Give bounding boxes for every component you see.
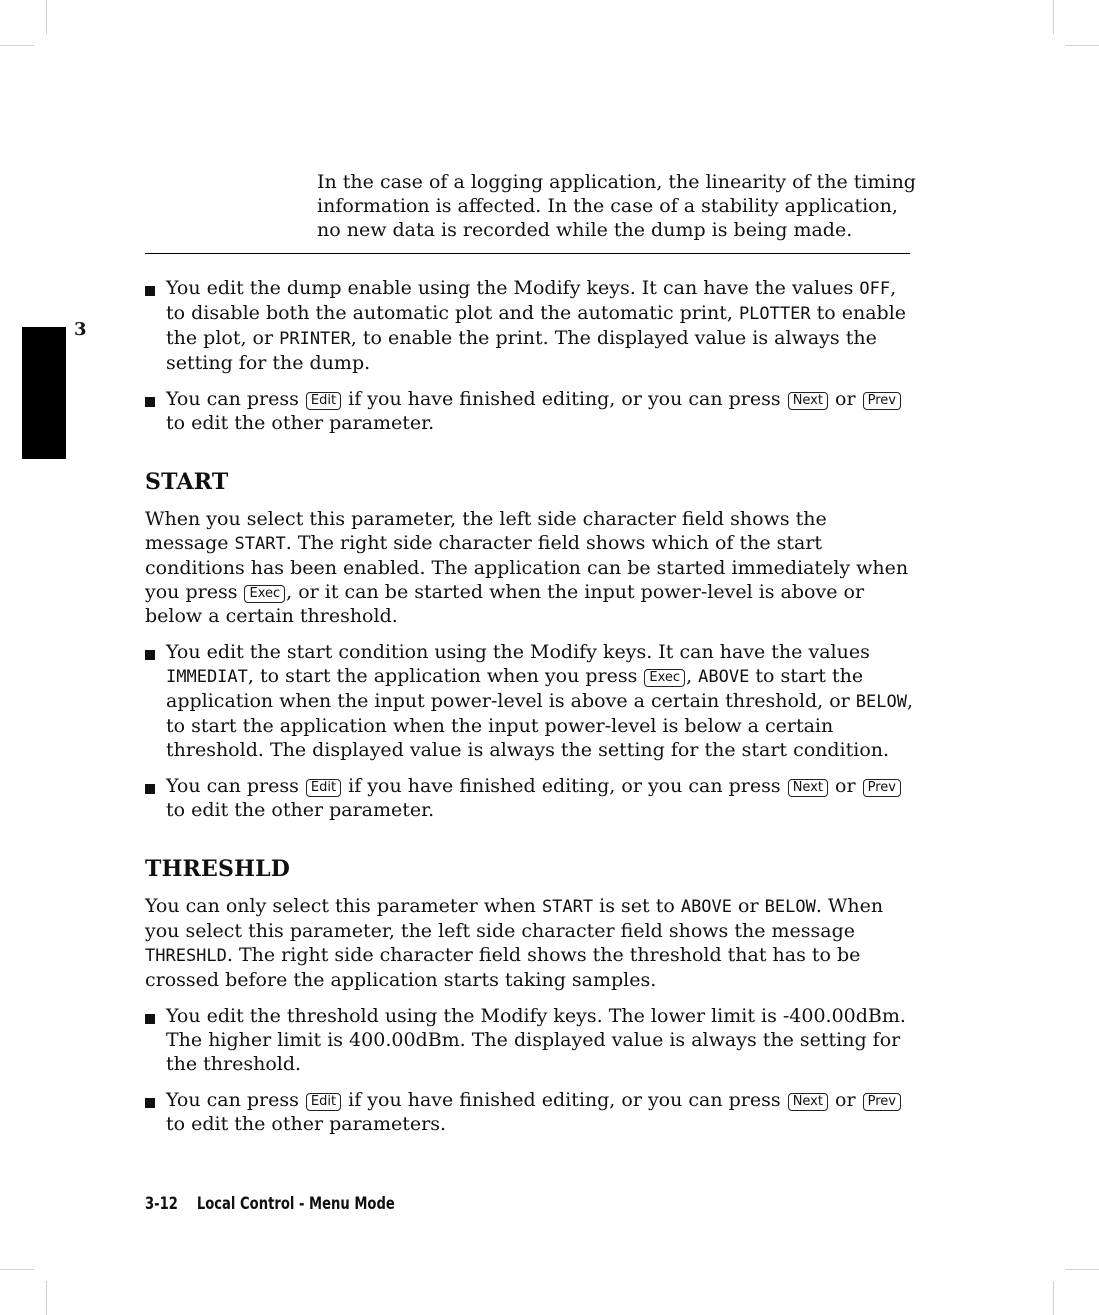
crop-mark bbox=[1065, 1269, 1099, 1270]
prev-key: Prev bbox=[863, 392, 901, 410]
value-plotter: PLOTTER bbox=[738, 304, 811, 324]
crop-mark bbox=[0, 1269, 34, 1270]
start-paragraph: When you select this parameter, the left side character field shows the message START. The right side character field shows which of the start conditions has been enabled. The application can be started immediately when you press Exec , or it can be started when the input power-level is above or below a certain threshold. bbox=[145, 508, 909, 627]
section-heading-threshld: THRESHLD bbox=[145, 856, 291, 882]
list-item-edit-start: You can press Edit if you have finished editing, or you can press Next or Prev to edit the other parameter. bbox=[145, 774, 915, 822]
threshold-paragraph: You can only select this parameter when START is set to ABOVE or BELOW. When you select this parameter, the left side character field shows the message THRESHLD. The right side character field shows the threshold that has to be crossed before the application starts taking samples. bbox=[145, 895, 884, 991]
value-immediat: IMMEDIAT bbox=[166, 667, 248, 687]
list-item-threshold-limits: You edit the threshold using the Modify keys. The lower limit is -400.00dBm. The higher limit is 400.00dBm. The displayed value is always the setting for the threshold. bbox=[145, 1004, 915, 1076]
prev-key: Prev bbox=[863, 779, 901, 797]
main-content bbox=[145, 276, 915, 1136]
page-footer bbox=[145, 1194, 395, 1214]
edit-key: Edit bbox=[306, 1093, 341, 1111]
value-below: BELOW bbox=[764, 897, 816, 917]
list-item-edit-dump: You can press Edit if you have finished editing, or you can press Next or Prev to edit the other parameter. bbox=[145, 387, 915, 435]
prev-key: Prev bbox=[863, 1093, 901, 1111]
crop-mark bbox=[46, 0, 47, 34]
value-threshld: THRESHLD bbox=[145, 946, 227, 966]
value-above: ABOVE bbox=[680, 897, 733, 917]
value-above: ABOVE bbox=[698, 667, 750, 687]
next-key: Next bbox=[788, 779, 828, 797]
list-item-dump-enable: You edit the dump enable using the Modify keys. It can have the values OFF, to disable both the automatic plot and the automatic print, PLOTTER to enable the plot, or PRINTER, to enable the print. The displayed value is always the setting for the dump. bbox=[145, 276, 915, 375]
crop-mark bbox=[1053, 0, 1054, 34]
edit-key: Edit bbox=[306, 392, 341, 410]
footer-title: Local Control - Menu Mode bbox=[196, 1194, 395, 1214]
list-item-start-condition: You edit the start condition using the Modify keys. It can have the values IMMEDIAT, to start the application when you press Exec , ABOVE to start the application when the input power-level is above a certain threshold, or BELOW, to start the application when the input power-level is below a certain threshold. The displayed value is always the setting for the start condition. bbox=[145, 640, 915, 762]
next-key: Next bbox=[788, 392, 828, 410]
crop-mark bbox=[1053, 1281, 1054, 1315]
list-item-edit-threshold: You can press Edit if you have finished editing, or you can press Next or Prev to edit the other parameters. bbox=[145, 1088, 915, 1136]
value-printer: PRINTER bbox=[279, 329, 351, 349]
edit-key: Edit bbox=[306, 779, 341, 797]
page-number: 3-12 bbox=[145, 1194, 178, 1214]
exec-key: Exec bbox=[644, 669, 685, 687]
value-start: START bbox=[234, 534, 286, 554]
crop-mark bbox=[46, 1281, 47, 1315]
section-heading-start: START bbox=[145, 469, 229, 495]
value-off: OFF bbox=[859, 279, 891, 299]
next-key: Next bbox=[788, 1093, 828, 1111]
crop-mark bbox=[1065, 45, 1099, 46]
chapter-number: 3 bbox=[74, 319, 87, 340]
note-text: In the case of a logging application, the linearity of the timing information is affected. In the case of a stability application, no new data is recorded while the dump is being made. bbox=[317, 171, 916, 241]
exec-key: Exec bbox=[244, 585, 285, 603]
value-below: BELOW bbox=[855, 692, 907, 712]
value-start: START bbox=[541, 897, 594, 917]
chapter-tab bbox=[22, 327, 66, 459]
divider-rule bbox=[145, 253, 910, 254]
crop-mark bbox=[0, 45, 34, 46]
